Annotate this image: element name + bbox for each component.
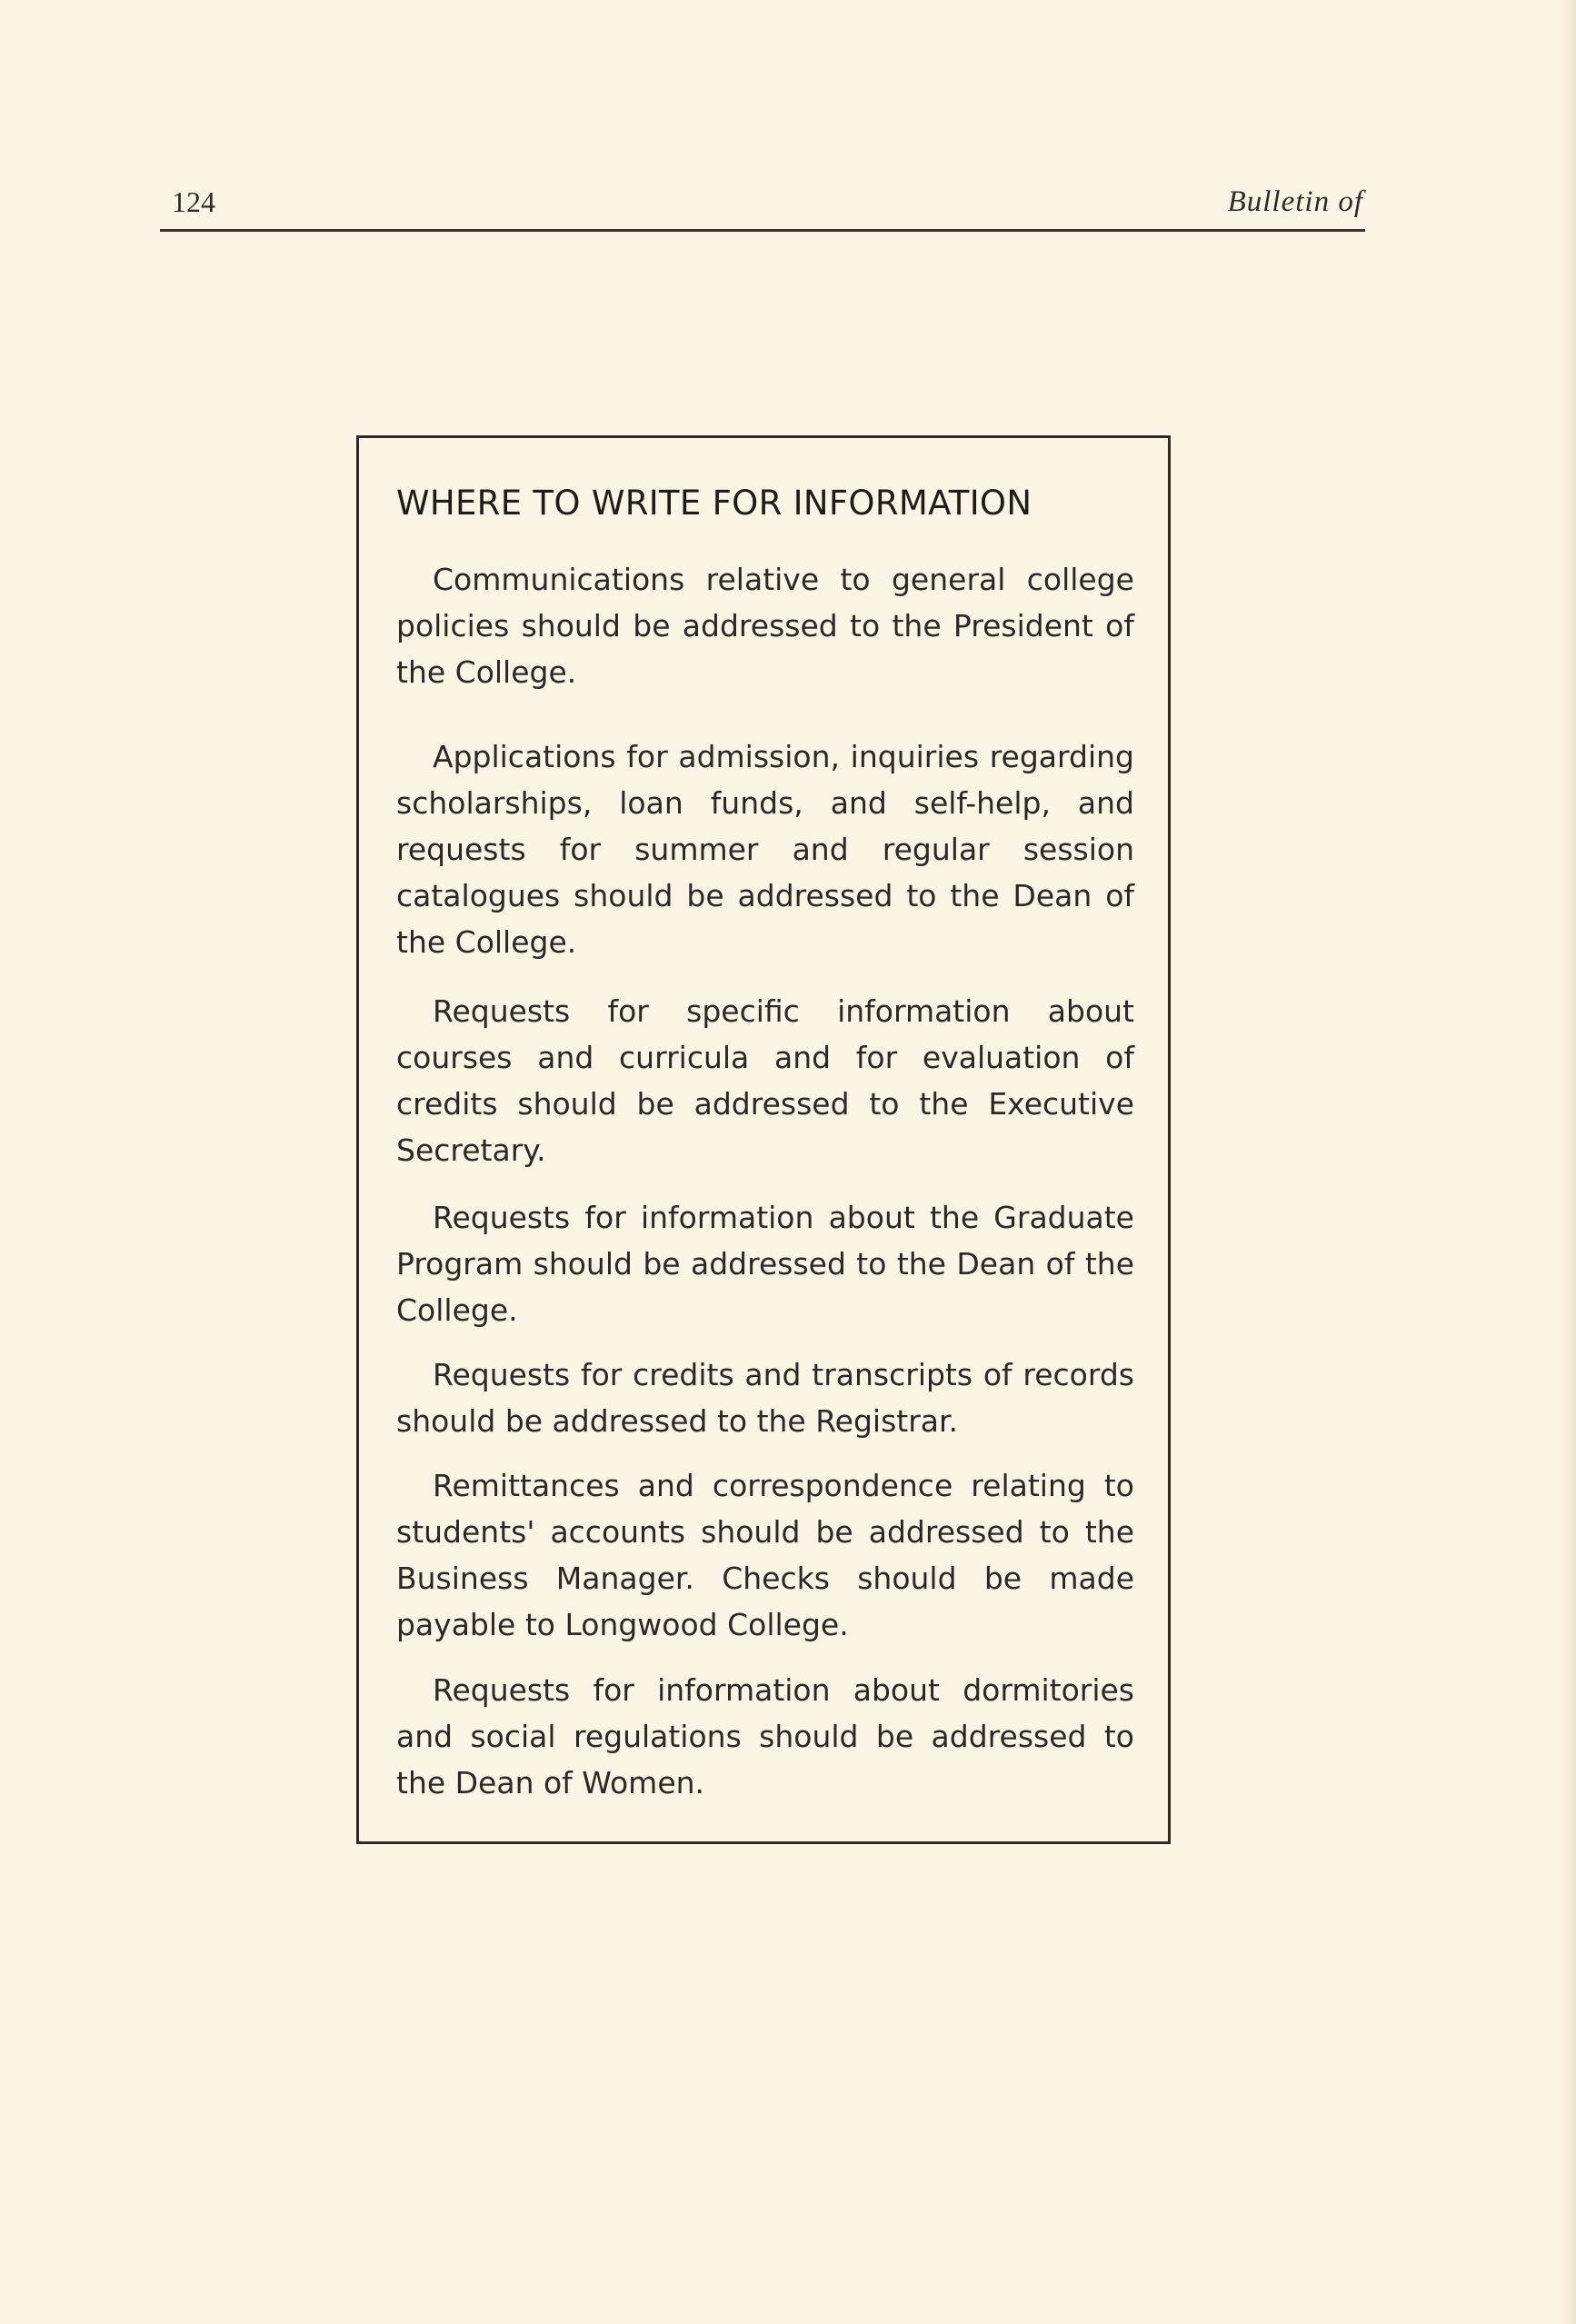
box-heading: WHERE TO WRITE FOR INFORMATION	[396, 484, 1032, 523]
paragraph-transcripts: Requests for credits and transcripts of records should be addressed to the Registrar.	[396, 1357, 1134, 1439]
information-box	[356, 435, 1171, 1844]
running-head	[160, 184, 1365, 232]
paragraph-admissions: Applications for admission, inquiries regarding scholarships, loan funds, and self-help, and requests for summer and regular session catalogues should be addressed to the Dean of the College.	[396, 739, 1134, 960]
paragraph-graduate-program: Requests for information about the Graduate Program should be addressed to the Dean of the College.	[396, 1200, 1134, 1328]
page-edge-shadow	[1561, 0, 1576, 2324]
page-number: 124	[172, 185, 215, 218]
paragraph-remittances: Remittances and correspondence relating to students' accounts should be addressed to the Business Manager. Checks should be made payable to Longwood College.	[396, 1468, 1134, 1642]
paragraph-courses-curricula: Requests for specific information about courses and curricula and for evaluation of credits should be addressed to the Executive Secretary.	[396, 993, 1134, 1168]
paragraph-general-policies: Communications relative to general college policies should be addressed to the President of the College.	[396, 562, 1134, 690]
running-title: Bulletin of	[1227, 185, 1363, 218]
paragraph-dormitories: Requests for information about dormitories and social regulations should be addressed to the Dean of Women.	[396, 1672, 1134, 1800]
